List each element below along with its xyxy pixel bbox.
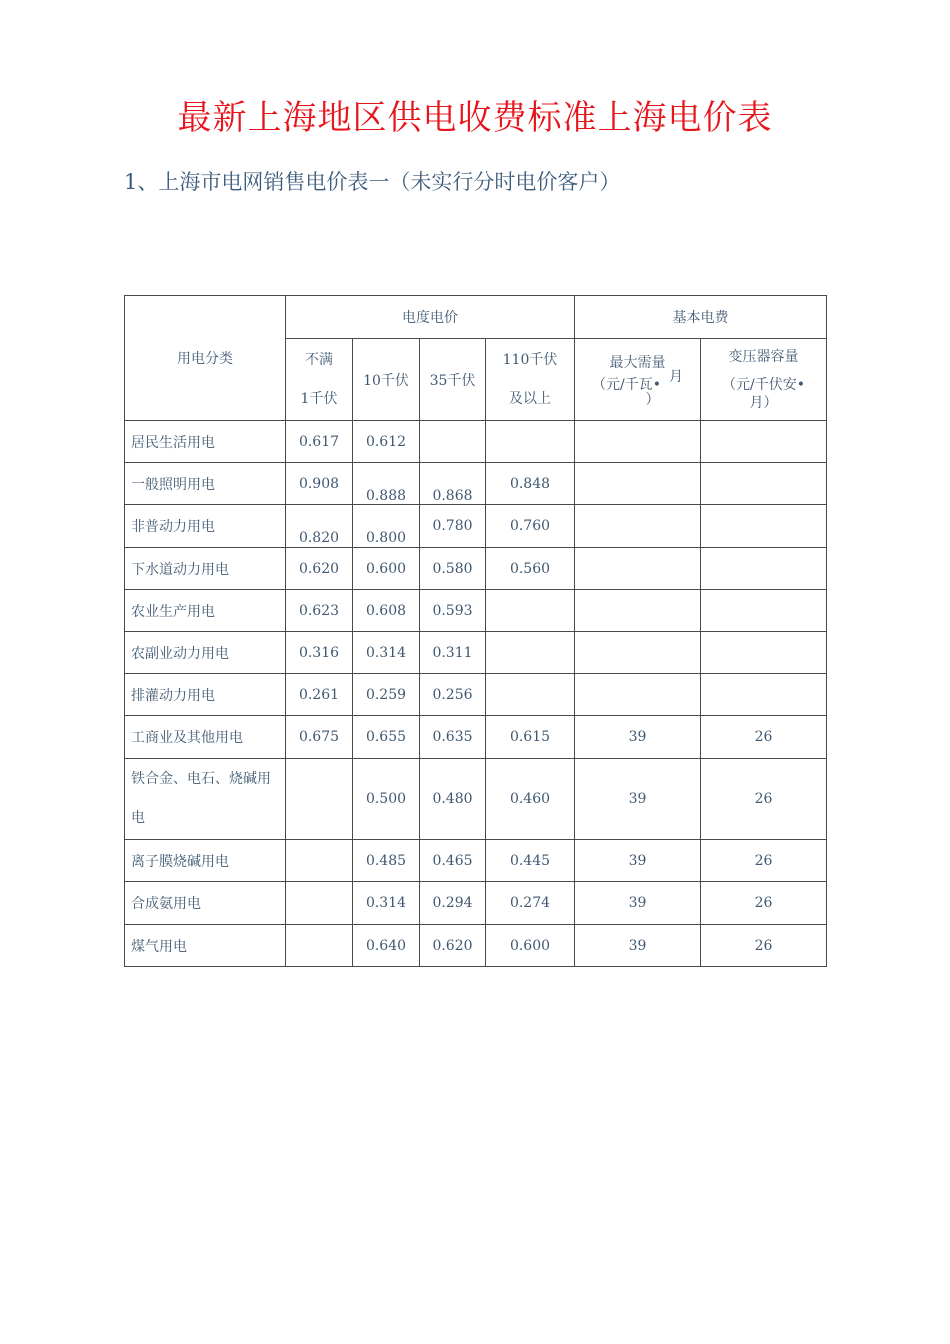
row-category: 非普动力用电 — [125, 505, 286, 548]
cell-v35: 0.256 — [420, 674, 486, 716]
header-voltage-35kv: 35千伏 — [420, 339, 486, 421]
cell-v1 — [286, 882, 353, 925]
cell-v110: 0.274 — [486, 882, 575, 925]
header-basic-fee: 基本电费 — [575, 296, 827, 339]
cell-v10: 0.485 — [353, 840, 420, 882]
cell-v35: 0.593 — [420, 590, 486, 632]
row-category: 农业生产用电 — [125, 590, 286, 632]
header-v1-line2: 1千伏 — [300, 390, 338, 407]
cell-v1: 0.617 — [286, 421, 353, 463]
cell-v10-value: 0.800 — [365, 530, 407, 546]
cell-v35: 0.465 — [420, 840, 486, 882]
header-max-demand — [575, 339, 701, 421]
cell-v35: 0.620 — [420, 925, 486, 967]
row-category-line2: 电 — [131, 810, 145, 826]
cell-demand: 39 — [575, 759, 701, 840]
header-max-demand-line3: ） — [645, 391, 660, 408]
header-category: 用电分类 — [125, 296, 286, 421]
header-voltage-110kv — [486, 339, 575, 421]
table-row — [125, 505, 827, 548]
cell-capacity — [701, 590, 827, 632]
table-row — [125, 632, 827, 674]
header-transformer-capacity — [701, 339, 827, 421]
cell-capacity — [701, 505, 827, 548]
table-row — [125, 463, 827, 505]
cell-v1: 0.623 — [286, 590, 353, 632]
row-category: 一般照明用电 — [125, 463, 286, 505]
page-title: 最新上海地区供电收费标准上海电价表 — [177, 98, 773, 138]
cell-v1 — [286, 840, 353, 882]
cell-demand — [575, 548, 701, 590]
cell-demand: 39 — [575, 925, 701, 967]
cell-v35: 0.635 — [420, 716, 486, 759]
cell-v1: 0.908 — [286, 463, 353, 505]
cell-demand — [575, 505, 701, 548]
cell-demand — [575, 463, 701, 505]
row-category: 下水道动力用电 — [125, 548, 286, 590]
cell-capacity — [701, 632, 827, 674]
cell-v1-value: 0.820 — [298, 530, 340, 546]
cell-v10 — [353, 463, 420, 505]
header-max-demand-unit: （元/千瓦• — [592, 376, 661, 393]
cell-demand — [575, 421, 701, 463]
cell-v110: 0.848 — [486, 463, 575, 505]
cell-capacity: 26 — [701, 925, 827, 967]
row-category: 合成氨用电 — [125, 882, 286, 925]
table-row — [125, 674, 827, 716]
table-row — [125, 759, 827, 840]
cell-v10: 0.600 — [353, 548, 420, 590]
row-category: 排灌动力用电 — [125, 674, 286, 716]
header-transformer-line2: （元/千伏安• — [722, 376, 805, 393]
header-row-1 — [125, 296, 827, 339]
cell-v35 — [420, 421, 486, 463]
cell-v35: 0.311 — [420, 632, 486, 674]
header-transformer-line3: 月） — [749, 394, 778, 411]
cell-v10: 0.500 — [353, 759, 420, 840]
cell-v110 — [486, 421, 575, 463]
row-category: 居民生活用电 — [125, 421, 286, 463]
cell-demand — [575, 674, 701, 716]
row-category: 工商业及其他用电 — [125, 716, 286, 759]
header-v1-line1: 不满 — [305, 351, 333, 368]
cell-v1 — [286, 505, 353, 548]
cell-demand: 39 — [575, 882, 701, 925]
cell-capacity — [701, 548, 827, 590]
cell-v110 — [486, 632, 575, 674]
header-max-demand-line1: 最大需量 — [609, 354, 666, 371]
cell-v35-value: 0.868 — [432, 487, 473, 504]
table-row — [125, 421, 827, 463]
cell-v110: 0.760 — [486, 505, 575, 548]
cell-v10: 0.314 — [353, 882, 420, 925]
header-voltage-under-1kv — [286, 339, 353, 421]
cell-v35: 0.580 — [420, 548, 486, 590]
header-energy-price: 电度电价 — [286, 296, 575, 339]
table-row — [125, 590, 827, 632]
cell-v110: 0.445 — [486, 840, 575, 882]
header-transformer-line1: 变压器容量 — [728, 348, 799, 365]
cell-v110: 0.560 — [486, 548, 575, 590]
cell-v1: 0.675 — [286, 716, 353, 759]
cell-v110: 0.600 — [486, 925, 575, 967]
cell-demand: 39 — [575, 716, 701, 759]
cell-v10: 0.314 — [353, 632, 420, 674]
table-row — [125, 840, 827, 882]
table-row — [125, 716, 827, 759]
cell-v110 — [486, 674, 575, 716]
cell-v10: 0.640 — [353, 925, 420, 967]
cell-v35: 0.780 — [420, 505, 486, 548]
table-row — [125, 882, 827, 925]
cell-v1 — [286, 925, 353, 967]
cell-capacity: 26 — [701, 882, 827, 925]
cell-capacity: 26 — [701, 759, 827, 840]
cell-demand: 39 — [575, 840, 701, 882]
cell-demand — [575, 590, 701, 632]
row-category: 离子膜烧碱用电 — [125, 840, 286, 882]
header-v110-line2: 及以上 — [509, 390, 551, 407]
row-category — [125, 759, 286, 840]
header-max-demand-line2 — [575, 368, 700, 394]
row-category: 农副业动力用电 — [125, 632, 286, 674]
cell-capacity: 26 — [701, 840, 827, 882]
cell-v1 — [286, 759, 353, 840]
electricity-price-table — [124, 295, 827, 967]
cell-v1: 0.620 — [286, 548, 353, 590]
cell-v35: 0.294 — [420, 882, 486, 925]
cell-v10 — [353, 505, 420, 548]
section-heading: 1、上海市电网销售电价表一（未实行分时电价客户） — [124, 170, 621, 194]
cell-v110: 0.460 — [486, 759, 575, 840]
row-category: 煤气用电 — [125, 925, 286, 967]
cell-capacity: 26 — [701, 716, 827, 759]
header-max-demand-month: 月 — [668, 368, 683, 385]
row-category-line1: 铁合金、电石、烧碱用 — [131, 771, 271, 787]
cell-v10: 0.655 — [353, 716, 420, 759]
cell-v10: 0.612 — [353, 421, 420, 463]
cell-v10-value: 0.888 — [365, 487, 407, 504]
cell-capacity — [701, 463, 827, 505]
cell-capacity — [701, 421, 827, 463]
cell-v1: 0.316 — [286, 632, 353, 674]
table-row — [125, 925, 827, 967]
table-row — [125, 548, 827, 590]
cell-v110: 0.615 — [486, 716, 575, 759]
cell-v35 — [420, 463, 486, 505]
cell-v1: 0.261 — [286, 674, 353, 716]
header-v110-line1: 110千伏 — [502, 351, 558, 368]
header-voltage-10kv: 10千伏 — [353, 339, 420, 421]
cell-v10: 0.259 — [353, 674, 420, 716]
cell-capacity — [701, 674, 827, 716]
cell-demand — [575, 632, 701, 674]
cell-v10: 0.608 — [353, 590, 420, 632]
cell-v35: 0.480 — [420, 759, 486, 840]
cell-v110 — [486, 590, 575, 632]
